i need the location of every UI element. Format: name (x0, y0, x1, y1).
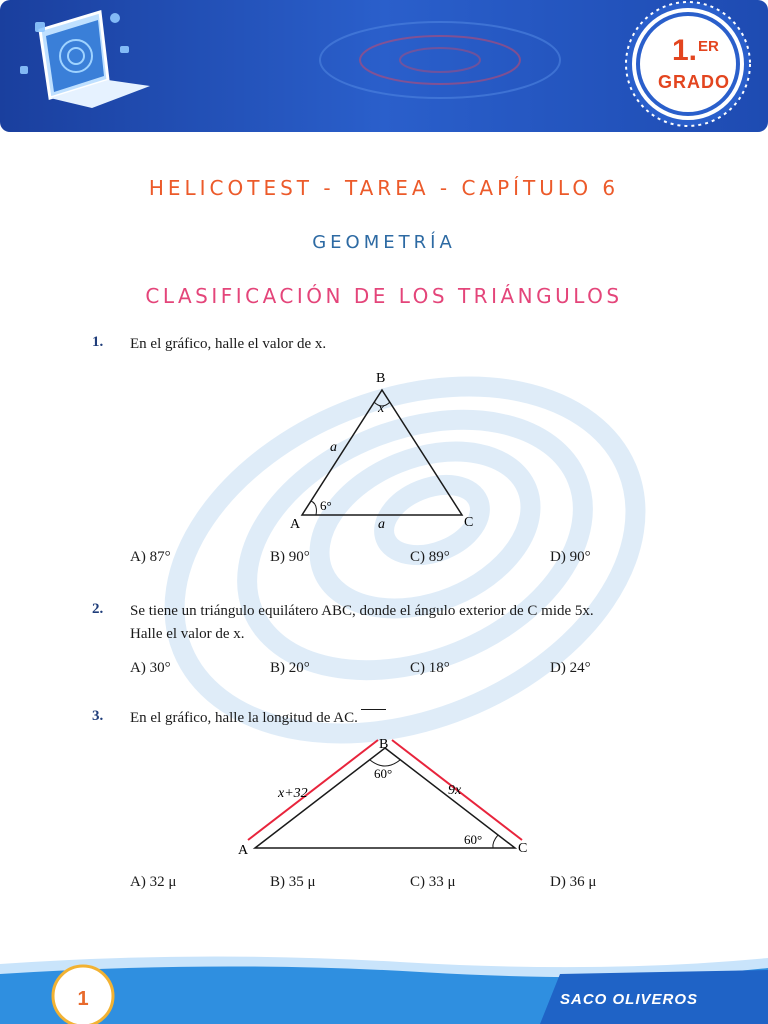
question-2-option-c[interactable]: C) 18° (410, 660, 450, 676)
side-bc-label: 9x (448, 783, 462, 798)
question-1-text: En el gráfico, halle el valor de x. (130, 336, 327, 352)
side-ac-label: a (378, 517, 385, 532)
question-1-number: 1. (92, 334, 104, 350)
question-2-option-b[interactable]: B) 20° (270, 660, 310, 676)
question-3-option-d[interactable]: D) 36 μ (550, 874, 597, 890)
question-3-number: 3. (92, 708, 104, 724)
question-2-line-1: Se tiene un triángulo equilátero ABC, donde el ángulo exterior de C mide 5x. (130, 603, 594, 619)
vertex-c-label: C (464, 515, 474, 530)
angle-c-label: 60° (464, 832, 483, 847)
header-background (0, 0, 768, 132)
side-ab-label: a (330, 440, 337, 455)
question-3-option-b[interactable]: B) 35 μ (270, 874, 316, 890)
vertex-a-label: A (238, 843, 249, 858)
question-1-option-b[interactable]: B) 90° (270, 549, 310, 565)
vertex-c-label: C (518, 841, 528, 856)
angle-b-label: x (378, 401, 385, 416)
side-ab-mark (248, 740, 378, 840)
footer-banner (0, 950, 768, 1024)
vertex-a-label: A (290, 517, 301, 532)
grade-number: 1. (672, 34, 698, 67)
grade-suffix: ER (698, 38, 719, 55)
grade-word: GRADO (658, 72, 730, 92)
question-1-option-c[interactable]: C) 89° (410, 549, 450, 565)
question-2-number: 2. (92, 601, 104, 617)
page-title: HELICOTEST - TAREA - CAPÍTULO 6 (148, 176, 620, 200)
question-3-option-c[interactable]: C) 33 μ (410, 874, 456, 890)
question-2-option-d[interactable]: D) 24° (550, 660, 591, 676)
header-banner (0, 0, 768, 132)
vertex-b-label: B (376, 371, 386, 386)
question-3-option-a[interactable]: A) 32 μ (130, 874, 177, 890)
question-2-option-a[interactable]: A) 30° (130, 660, 171, 676)
angle-b-label: 60° (374, 766, 393, 781)
question-2-text (130, 600, 690, 646)
angle-a-label: 6° (320, 498, 332, 513)
footer-background (0, 950, 768, 1024)
topic-title: CLASIFICACIÓN DE LOS TRIÁNGULOS (145, 284, 623, 308)
angle-c-arc (493, 835, 498, 848)
question-3-text-body: En el gráfico, halle la longitud de AC. (130, 710, 358, 726)
subject-title: GEOMETRÍA (312, 232, 456, 253)
question-1-option-d[interactable]: D) 90° (550, 549, 591, 565)
side-ab-label: x+32 (278, 786, 308, 801)
question-1-option-a[interactable]: A) 87° (130, 549, 171, 565)
page-number: 1 (77, 988, 89, 1010)
question-3-text (130, 707, 358, 730)
vertex-b-label: B (379, 737, 389, 752)
question-2-line-2: Halle el valor de x. (130, 626, 245, 642)
question-1-figure (280, 366, 490, 536)
question-3-figure (230, 734, 540, 864)
segment-overline (361, 709, 386, 710)
brand-logo-text: SACO OLIVEROS (560, 991, 699, 1008)
angle-a-arc (311, 501, 316, 515)
